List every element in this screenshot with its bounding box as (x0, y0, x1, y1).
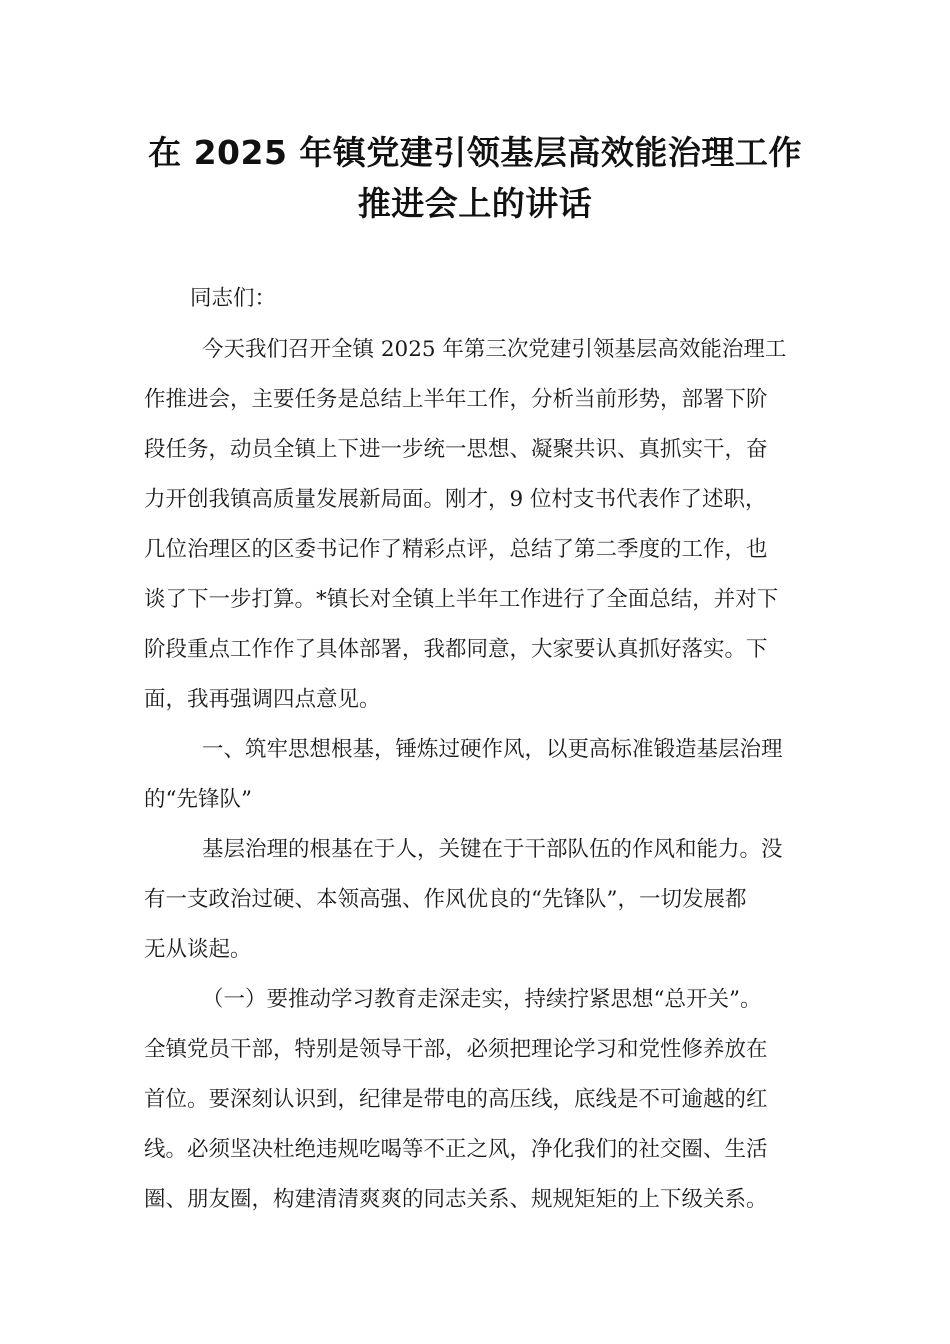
paragraph-4-line-1: （一）要推动学习教育走深走实，持续拧紧思想“总开关”。 (202, 987, 762, 1012)
paragraph-4-line-2: 全镇党员干部，特别是领导干部，必须把理论学习和党性修养放在 (144, 1037, 768, 1062)
paragraph-1-line-4: 力开创我镇高质量发展新局面。刚才，9 位村支书代表作了述职， (144, 487, 767, 512)
paragraph-1-line-7: 阶段重点工作作了具体部署，我都同意，大家要认真抓好落实。下 (144, 637, 768, 662)
paragraph-3-line-3: 无从谈起。 (144, 937, 252, 962)
section-heading-line-2: 的“先锋队” (144, 787, 252, 812)
paragraph-1-line-5: 几位治理区的区委书记作了精彩点评，总结了第二季度的工作，也 (144, 537, 768, 562)
paragraph-1-line-8: 面，我再强调四点意见。 (144, 687, 381, 712)
paragraph-3-line-1: 基层治理的根基在于人，关键在于干部队伍的作风和能力。没 (202, 837, 783, 862)
paragraph-4-line-4: 线。必须坚决杜绝违规吃喝等不正之风，净化我们的社交圈、生活 (144, 1137, 768, 1162)
paragraph-1-line-6: 谈了下一步打算。*镇长对全镇上半年工作进行了全面总结，并对下 (144, 587, 779, 612)
paragraph-1-line-3: 段任务，动员全镇上下进一步统一思想、凝聚共识、真抓实干，奋 (144, 437, 768, 462)
document-title-line-1: 在 2025 年镇党建引领基层高效能治理工作 (148, 133, 802, 172)
paragraph-1-line-2: 作推进会，主要任务是总结上半年工作，分析当前形势，部署下阶 (144, 387, 768, 412)
paragraph-4-line-5: 圈、朋友圈，构建清清爽爽的同志关系、规规矩矩的上下级关系。 (144, 1187, 768, 1212)
document-title-line-2: 推进会上的讲话 (357, 184, 593, 223)
salutation: 同志们： (190, 286, 277, 311)
paragraph-3-line-2: 有一支政治过硬、本领高强、作风优良的“先锋队”，一切发展都 (144, 887, 747, 912)
section-heading-line-1: 一、筑牢思想根基，锤炼过硬作风，以更高标准锻造基层治理 (202, 737, 783, 762)
paragraph-4-line-3: 首位。要深刻认识到，纪律是带电的高压线，底线是不可逾越的红 (144, 1087, 768, 1112)
paragraph-1-line-1: 今天我们召开全镇 2025 年第三次党建引领基层高效能治理工 (202, 337, 787, 362)
